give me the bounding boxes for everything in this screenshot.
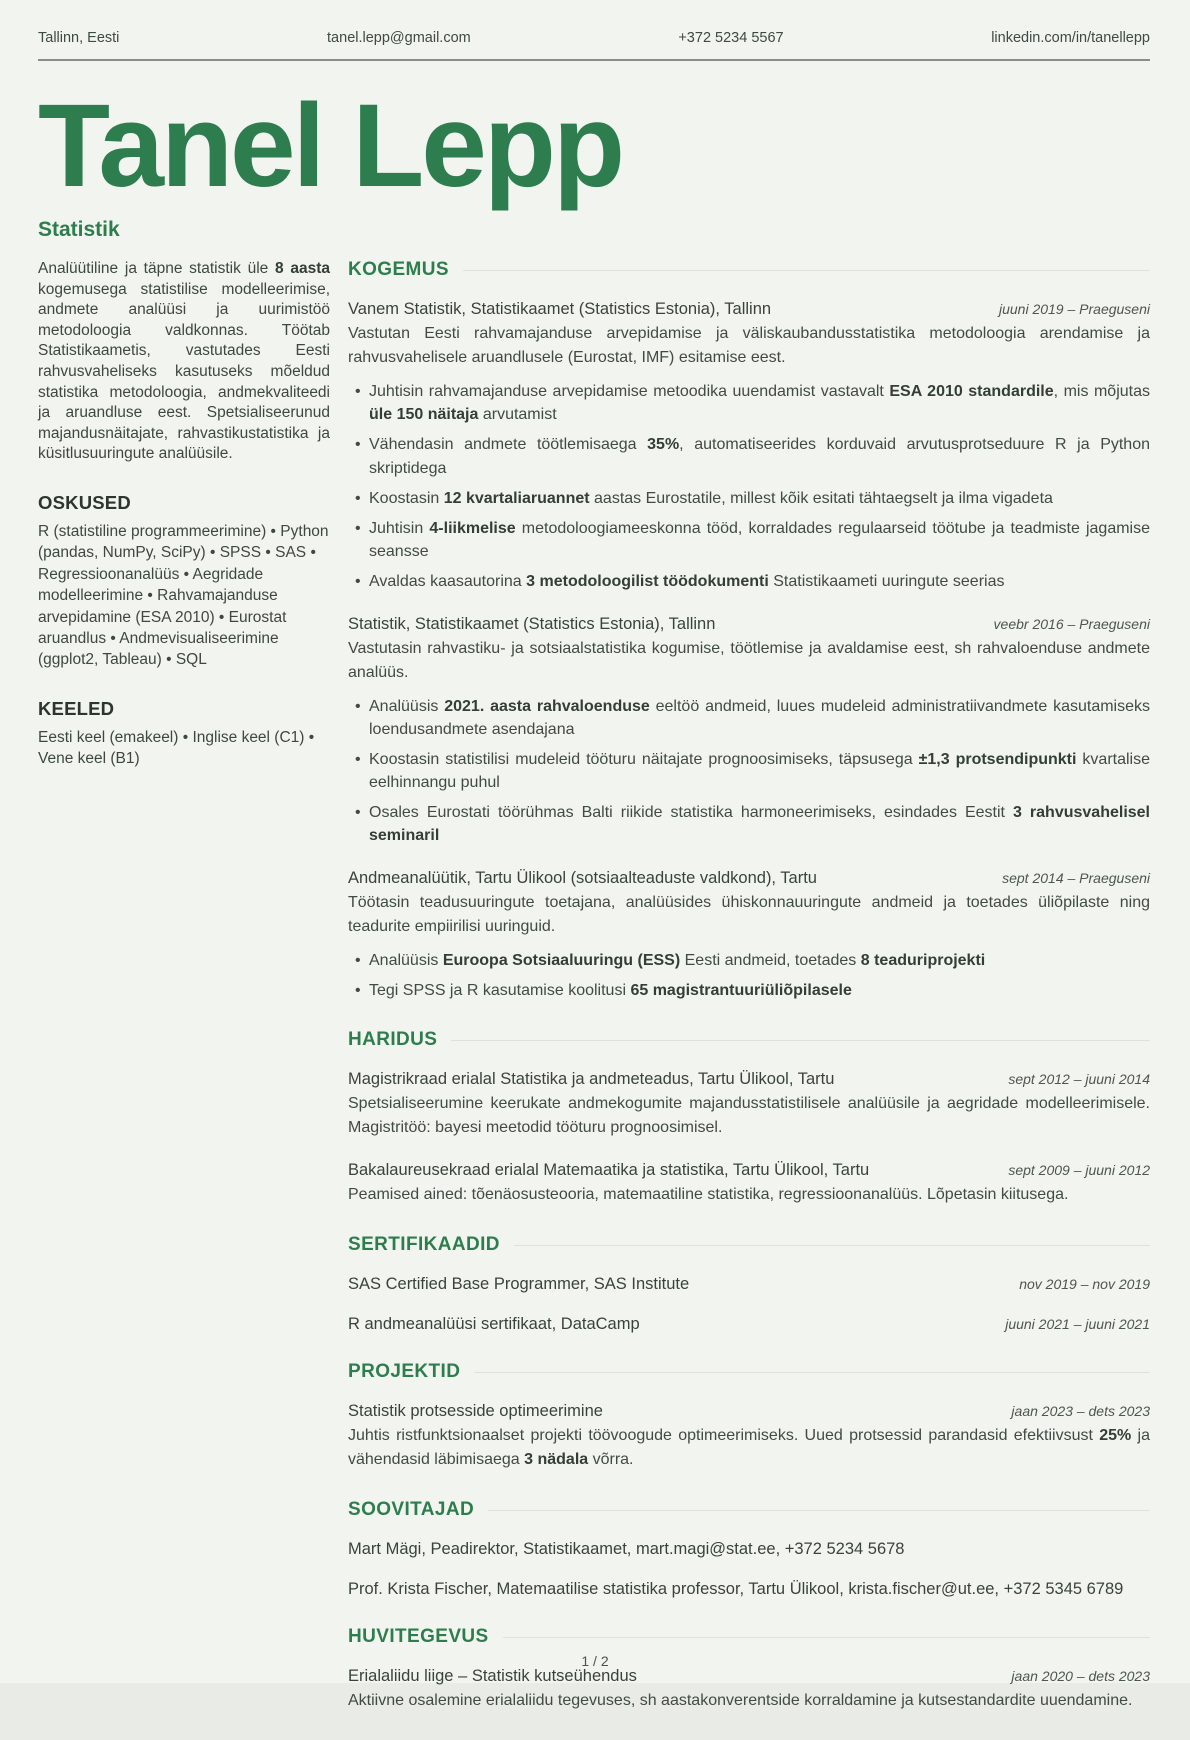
text-segment: Juhtisin [369,519,430,537]
section-heading-kogemus: KOGEMUS [348,259,449,280]
bullet-item [348,748,1150,794]
sidebar-heading-keeled: KEELED [38,697,115,719]
entry-date: sept 2012 – juuni 2014 [1008,1071,1150,1087]
contact-email: tanel.lepp@gmail.com [327,30,471,46]
section-heading-soovitajad: SOOVITAJAD [348,1499,475,1520]
section-divider [503,1637,1150,1638]
text-segment: Spetsialiseerumine keerukate andmekogumite majandusstatistilisele analüüsile ja aegridade modelleerimisele. Magistritöö: bayesi meetodid tööturu prognoosimisel. [348,1095,1150,1136]
bullet-item [348,979,1150,1002]
text-segment: võrra. [588,1451,634,1468]
text-segment: Analüütiline ja täpne statistik üle [38,260,275,277]
sidebar-section-keeled [38,698,330,770]
entry [348,1315,1150,1334]
sidebar-heading-oskused: OSKUSED [38,492,131,514]
highlight-text: 12 kvartaliaruannet [443,489,590,507]
sidebar-sections [38,492,330,769]
contact-phone: +372 5234 5567 [678,30,784,46]
sidebar-text-keeled: Eesti keel (emakeel) • Inglise keel (C1) • Vene keel (B1) [38,728,315,768]
section-header-soovitajad [348,1499,1150,1521]
text-segment: Aktiivne osalemine erialaliidu tegevuses, sh aastakonverentside korraldamine ja kutsestandardite uuendamine. [348,1692,1133,1709]
entry-title: Mart Mägi, Peadirektor, Statistikaamet, mart.magi@stat.ee, +372 5234 5678 [348,1540,905,1558]
text-segment: Vastutan Eesti rahvamajanduse arvepidamise ja väliskaubandusstatistika metodoloogia arendamise ja rahvusvahelisele aruandlusele (Eurostat, IMF) esitamise eest. [348,325,1150,366]
entry [348,1402,1150,1472]
entry-date: jaan 2023 – dets 2023 [1011,1403,1150,1419]
entry-description [348,322,1150,370]
sidebar-section-oskused [38,492,330,671]
contact-location: Tallinn, Eesti [38,30,120,46]
sidebar [38,259,330,1740]
entry-title: Bakalaureusekraad erialal Matemaatika ja statistika, Tartu Ülikool, Tartu [348,1161,870,1179]
section-huvitegevus [348,1626,1150,1713]
highlight-text: 2021. aasta rahvaloenduse [444,697,650,715]
bullet-item [348,517,1150,563]
text-segment: Tegi SPSS ja R kasutamise koolitusi [369,981,631,999]
text-segment: , mis mõjutas [1053,383,1150,400]
text-segment: Töötasin teadusuuringute toetajana, analüüsides ühiskonnauuringute andmeid ja toetades üliõpilaste ning teadurite empiirilisi uuringuid. [348,893,1150,935]
section-heading-projektid: PROJEKTID [348,1361,461,1382]
highlight-text: 25% [1099,1427,1132,1444]
highlight-text: 65 magistrantuuriüliõpilasele [630,981,852,999]
text-segment: Analüüsis [369,951,443,969]
section-header-huvitegevus [348,1626,1150,1648]
section-haridus [348,1029,1150,1207]
bullet-item [348,801,1150,847]
entry-header-row [348,1315,1150,1334]
highlight-text: 4-liikmelise [429,519,516,537]
entry-header-row [348,615,1150,634]
bullet-item [348,949,1150,972]
highlight-text: ±1,3 protsendipunkti [918,750,1077,768]
entry-date: sept 2009 – juuni 2012 [1008,1162,1150,1178]
bullet-list [348,380,1150,594]
highlight-text: 3 metodoloogilist töödokumenti [526,573,769,591]
person-job-title: Statistik [38,218,120,241]
text-segment: Eesti andmeid, toetades [680,951,861,969]
entry-header-row [348,1540,1150,1559]
text-segment: aastas Eurostatile, millest kõik esitati tähtaegselt ja ilma vigadeta [589,489,1053,507]
text-segment: Juhtisin rahvamajanduse arvepidamise metoodika uuendamist vastavalt [369,383,890,400]
entry-title: Magistrikraad erialal Statistika ja andmeteadus, Tartu Ülikool, Tartu [348,1070,835,1088]
text-segment: Peamised ained: tõenäosusteooria, matemaatiline statistika, regressioonanalüüs. Lõpetasin kiitusega. [348,1186,1069,1203]
text-segment: kvartalise eelhinnangu puhul [369,750,1150,792]
section-divider [488,1510,1150,1511]
text-segment: Statistikaameti uuringute seerias [768,573,1005,591]
sidebar-text-oskused: R (statistiline programmeerimine) • Python (pandas, NumPy, SciPy) • SPSS • SAS • Regressioonanalüüs • Aegridade modelleerimine • Rahvamajanduse arvepidamine (ESA 2010) • Eurostat aruandlus • Andmevisualiseerimine (ggplot2, Tableau) • SQL [38,523,329,669]
highlight-text: Euroopa Sotsiaaluuringu (ESS) [442,951,681,969]
section-heading-haridus: HARIDUS [348,1029,438,1050]
entry-description [348,1424,1150,1472]
entry [348,1070,1150,1140]
bullet-item [348,433,1150,479]
text-segment: Analüüsis [369,697,445,715]
entry [348,1580,1150,1599]
entry [348,1275,1150,1294]
entry [348,615,1150,848]
entry-title: Statistik protsesside optimeerimine [348,1402,603,1420]
entry-header-row [348,1275,1150,1294]
highlight-text: 8 teaduriprojekti [860,951,986,969]
page-number: 1 / 2 [581,1653,609,1669]
main-content [348,259,1150,1740]
entry-header-row [348,1667,1150,1686]
section-kogemus [348,259,1150,1002]
text-segment: Juhtis ristfunktsionaalset projekti töövoogude optimeerimiseks. Uued protsessid parandasid efektiivsust [348,1427,1100,1444]
text-segment: arvutamist [478,406,557,424]
header-divider [38,59,1150,61]
contact-header [38,30,1150,46]
entry [348,869,1150,1002]
bullet-list [348,949,1150,1002]
section-heading-huvitegevus: HUVITEGEVUS [348,1626,489,1647]
entry-title: R andmeanalüüsi sertifikaat, DataCamp [348,1315,640,1333]
highlight-text: 35% [647,436,680,454]
bullet-item [348,695,1150,741]
section-header-kogemus [348,259,1150,281]
entry-date: nov 2019 – nov 2019 [1019,1276,1150,1292]
entry-description [348,1092,1150,1140]
entry-title: Andmeanalüütik, Tartu Ülikool (sotsiaalteaduste valdkond), Tartu [348,868,817,887]
entry-date: sept 2014 – Praeguseni [1002,869,1150,886]
bullet-list [348,695,1150,848]
entry-header-row [348,1070,1150,1089]
entry-title: Erialaliidu liige – Statistik kutseühendus [348,1667,637,1685]
text-segment: metodoloogiameeskonna tööd, korraldades regulaarseid töötube ja teadmiste jagamise seansse [369,519,1150,561]
entry-description [348,1183,1150,1207]
highlight-text: üle 150 näitaja [369,406,479,424]
entry [348,300,1150,594]
entry-description [348,891,1150,939]
section-soovitajad [348,1499,1150,1599]
entry [348,1540,1150,1559]
text-segment: eeltöö andmeid, luues mudeleid administratiivandmete kasutamiseks loendusandmete asendajana [369,697,1150,738]
section-projektid [348,1361,1150,1472]
entry-description [348,1689,1150,1713]
page-footer [0,1653,1190,1669]
entry-date: veebr 2016 – Praeguseni [993,615,1150,632]
highlight-text: 3 rahvusvahelisel seminaril [369,804,1151,845]
text-segment: Avaldas kaasautorina [369,573,527,591]
content-columns [38,259,1150,1740]
highlight-text: ESA 2010 standardile [889,383,1054,400]
highlight-text: 8 aasta [275,260,330,277]
entry-title: Statistik, Statistikaamet (Statistics Estonia), Tallinn [348,614,716,633]
entry-header-row [348,1402,1150,1421]
entry-description [348,637,1150,685]
text-segment: Koostasin statistilisi mudeleid tööturu näitajate prognoosimiseks, täpsusega [369,750,919,768]
highlight-text: 3 nädala [524,1451,589,1468]
section-heading-sertifikaadid: SERTIFIKAADID [348,1234,500,1255]
text-segment: Osales Eurostati töörühmas Balti riikide statistika harmoneerimiseks, esindades Eestit [369,804,1014,822]
entry-date: juuni 2021 – juuni 2021 [1005,1316,1150,1332]
bullet-item [348,380,1150,426]
contact-linkedin: linkedin.com/in/tanellepp [991,30,1150,46]
entry-header-row [348,869,1150,888]
section-sertifikaadid [348,1234,1150,1334]
bullet-item [348,487,1150,510]
entry-title: Vanem Statistik, Statistikaamet (Statistics Estonia), Tallinn [348,300,772,318]
text-segment: , automatiseerides korduvaid arvutusprotseduure R ja Python skriptidega [369,436,1151,477]
bullet-item [348,570,1150,593]
text-segment: ja vähendasid läbimisaega [348,1427,1150,1468]
section-divider [474,1372,1150,1373]
entry [348,1667,1150,1713]
section-divider [451,1040,1150,1041]
entry-header-row [348,1161,1150,1180]
person-name: Tanel Lepp [38,80,623,212]
section-header-haridus [348,1029,1150,1051]
section-divider [463,270,1150,271]
entry-title: SAS Certified Base Programmer, SAS Institute [348,1275,690,1293]
text-segment: Vastutasin rahvastiku- ja sotsiaalstatistika kogumise, töötlemise ja avaldamise eest, sh rahvaloenduse andmete analüüs. [348,639,1150,681]
entry-title: Prof. Krista Fischer, Matemaatilise statistika professor, Tartu Ülikool, krista.fischer@ut.ee, +372 5345 6789 [348,1580,1124,1598]
summary-paragraph [38,259,330,465]
section-header-sertifikaadid [348,1234,1150,1256]
entry [348,1161,1150,1207]
section-divider [514,1245,1150,1246]
section-header-projektid [348,1361,1150,1383]
entry-header-row [348,300,1150,319]
text-segment: kogemusega statistilise modelleerimise, andmete analüüsi ja uurimistöö metodoloogia valdkonnas. Töötab Statistikaametis, vastutades Eesti rahvusvaheliseks kasutuseks mõeldud statistika metodoloogia, andmekvaliteedi ja aruandluse eest. Spetsialiseerunud majandusnäitajate, rahvastikustatistika ja küsitlusuuringute analüüsile. [38,280,330,463]
text-segment: Koostasin [369,489,444,507]
entry-date: jaan 2020 – dets 2023 [1011,1668,1150,1684]
entry-date: juuni 2019 – Praeguseni [998,301,1150,317]
entry-header-row [348,1580,1150,1599]
text-segment: Vähendasin andmete töötlemisaega [369,436,648,454]
